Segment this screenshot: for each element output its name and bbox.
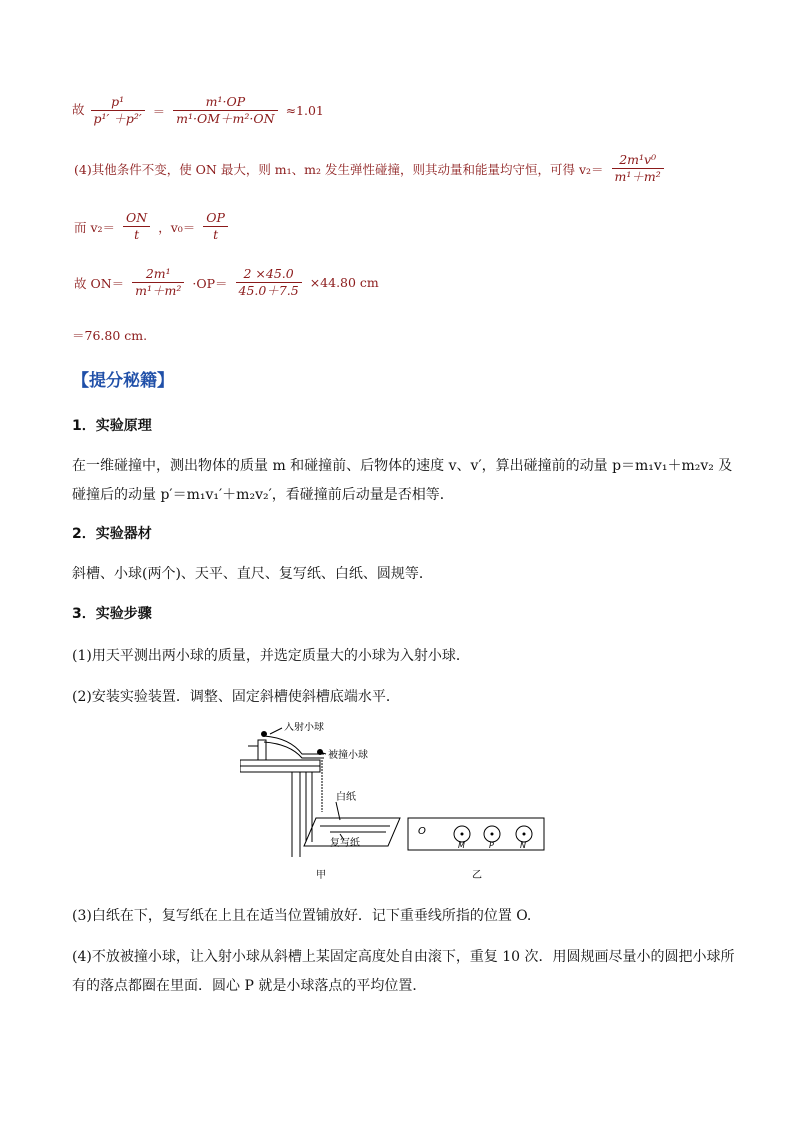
mass-ratio-fraction [132,266,184,299]
table-top [240,760,320,766]
label-carbon-paper: 复写纸 [330,838,360,849]
step-4-line-1: (4)不放被撞小球，让入射小球从斜槽上某固定高度处自由滚下，重复 10 次．用圆规画尽量小的圆把小球所 [72,949,735,965]
equals-sign: ＝ [152,103,166,119]
apparatus-figure [240,722,560,886]
v0-fraction [203,210,228,243]
answer-line-4 [72,266,381,299]
label-incident-ball: 入射小球 [284,722,324,733]
caption-b: 乙 [472,870,482,881]
label-target-ball: 被撞小球 [328,750,368,761]
fraction-numerator: 2 ×45.0 [236,266,302,283]
fraction-denominator: m¹＋m² [135,283,182,298]
section-2-title: 2．实验器材 [72,526,152,542]
section-2-para-1: 斜槽、小球(两个)、天平、直尺、复写纸、白纸、圆规等． [72,566,433,582]
answer-mid: ·OP＝ [192,275,228,291]
answer-line-2 [72,152,666,185]
fraction-numerator: 2m¹ [132,266,184,283]
point-o-label: O [418,826,426,837]
result-value: ≈1.01 [285,103,324,118]
section-3-title: 3．实验步骤 [72,606,152,622]
target-ball [317,749,323,755]
fraction-numerator: p¹ [91,94,145,111]
fraction-denominator: t [134,227,140,242]
section-1-title: 1．实验原理 [72,418,152,434]
v2-fraction [123,210,150,243]
fraction-denominator: m¹·OM＋m²·ON [176,111,275,126]
momentum-ratio-fraction [91,94,145,127]
caption-a: 甲 [316,870,326,881]
apparatus-diagram [240,722,560,882]
section-heading: 【提分秘籍】 [72,371,174,391]
step-4-line-2: 有的落点都圈在里面．圆心 P 就是小球落点的平均位置． [72,978,427,994]
result-value: ×44.80 cm [309,275,379,290]
numeric-fraction [236,266,302,299]
answer-prefix: 而 v₂＝ [74,219,116,235]
section-1-para-2: 碰撞后的动量 p′＝m₁v₁′＋m₂v₂′，看碰撞前后动量是否相等． [72,487,454,503]
answer-mid: ，v₀＝ [158,219,196,235]
step-3: (3)白纸在下，复写纸在上且在适当位置铺放好．记下重垂线所指的位置 O. [72,908,532,924]
fraction-numerator: m¹·OP [173,94,277,111]
mass-distance-fraction [173,94,277,127]
fraction-denominator: m¹＋m² [614,169,661,184]
fraction-denominator: 45.0＋7.5 [238,283,299,298]
answer-text: (4)其他条件不变，使 ON 最大，则 m₁、m₂ 发生弹性碰撞，则其动量和能量均守恒，可得 v₂＝ [74,161,604,177]
answer-prefix: 故 ON＝ [74,275,125,291]
fraction-numerator: 2m¹v⁰ [612,152,664,169]
fraction-denominator: p¹′ ＋p²′ [93,111,142,126]
point-m-label: M [458,841,465,850]
answer-line-1 [72,94,326,127]
answer-prefix: 故 [72,102,85,117]
answer-line-3 [72,210,230,243]
step-2: (2)安装实验装置．调整、固定斜槽使斜槽底端水平． [72,689,400,705]
fraction-numerator: OP [203,210,228,227]
answer-line-5: ＝76.80 cm. [72,328,148,343]
fraction-denominator: t [213,227,219,242]
velocity-fraction [612,152,664,185]
label-white-paper: 白纸 [336,792,356,803]
point-p-label: P [489,841,494,850]
step-1: (1)用天平测出两小球的质量，并选定质量大的小球为入射小球． [72,648,470,664]
section-1-para-1: 在一维碰撞中，测出物体的质量 m 和碰撞前、后物体的速度 v、v′，算出碰撞前的动量 p＝m₁v₁＋m₂v₂ 及 [72,458,733,474]
point-n-label: N [520,841,526,850]
fraction-numerator: ON [123,210,150,227]
incident-ball [261,731,267,737]
